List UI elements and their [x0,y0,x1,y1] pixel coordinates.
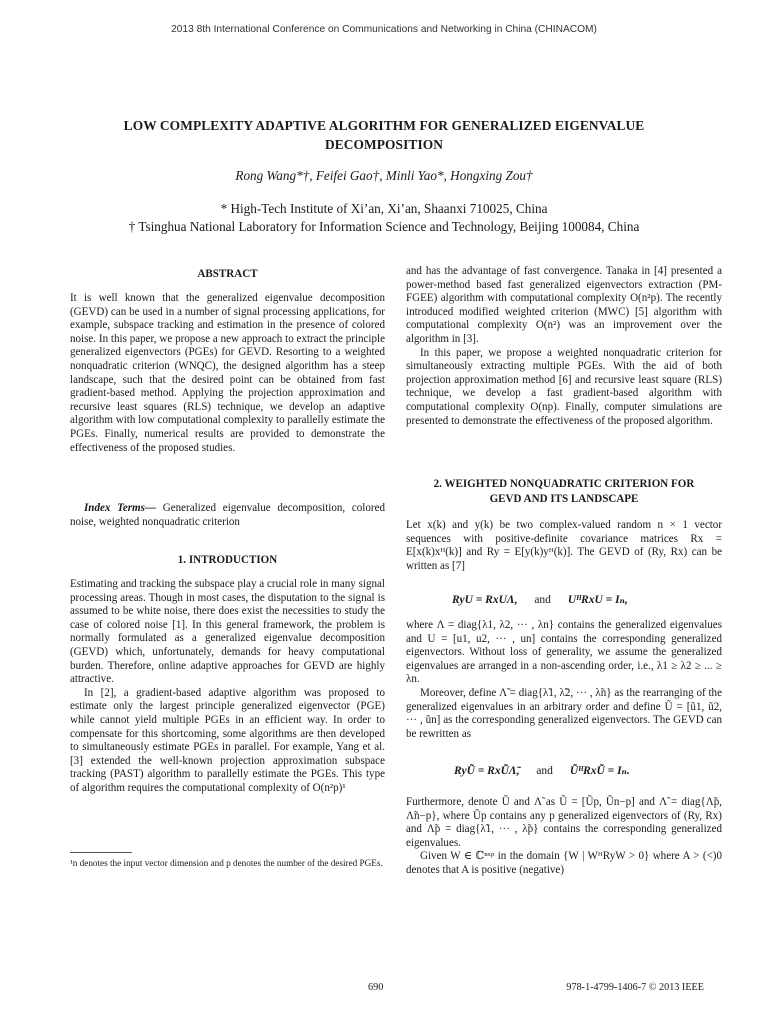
footnote: ¹n denotes the input vector dimension and p denotes the number of the desired PGEs. [70,858,383,868]
page-number: 690 [368,982,384,993]
right-paragraph-5: Moreover, define Λ̃ = diag{λ̃1, λ̃2, ··· , λ̃n} as the rearranging of the generalized eigenvalues in an arbitrary order and define Ũ = [ũ1, ũ2, ··· , ũn] as the corresponding generalized eigenvectors. The GEVD can be rewritten as [406,686,722,740]
equation-1-right: UᴴRxU = Iₙ, [567,594,628,606]
abstract-body [70,292,385,455]
copyright: 978-1-4799-1406-7 © 2013 IEEE [566,982,704,993]
index-terms-label: Index Terms— [84,502,156,514]
right-paragraph-7: Given W ∈ ℂⁿˣᵖ in the domain {W | WᴴRyW > 0} where A > (<)0 denotes that A is positive (negative) [406,850,722,876]
title-line-2: DECOMPOSITION [324,137,444,152]
right-col-top [406,265,722,428]
conference-header: 2013 8th International Conference on Communications and Networking in China (CHINACOM) [171,24,597,35]
intro-body [70,578,385,796]
equation-2-left: RyŨ = RxŨΛ̃, [454,765,520,777]
section-2-heading-line-1: 2. WEIGHTED NONQUADRATIC CRITERION FOR [433,478,695,490]
right-paragraph-6: Furthermore, denote Ũ and Λ̃ as Ũ = [Ũp, Ũn−p] and Λ̃ = diag{Λ̃p, Λ̃n−p}, where Ũp contains any p generalized eigenvectors of (Ry, Rx) and Λ̃p = diag{λ̃1, ··· , λ̃p} contains the corresponding generalized eigenvalues. [406,796,722,849]
right-paragraph-4: where Λ = diag{λ1, λ2, ··· , λn} contains the generalized eigenvalues and U = [u1, u2, ··· , un] contains the corresponding generalized eigenvectors. Without loss of generality, we assume the generalized eigenvalues are arranged in a non-ascending order, i.e., λ1 ≥ λ2 ≥ ... ≥ λn. [406,619,722,686]
intro-heading: 1. INTRODUCTION [177,554,278,566]
abstract-heading: ABSTRACT [197,268,258,280]
index-terms [70,502,385,529]
affiliation-2: † Tsinghua National Laboratory for Information Science and Technology, Beijing 100084, China [128,219,640,234]
intro-paragraph-1: Estimating and tracking the subspace play a crucial role in many signal processing areas. Though in most cases, the disputation to the signal is assumed to be white noise, there does exist the necessities to study the case of colored noise [1]. In this general framework, the problem is normally formulated as a generalized eigenvalue decomposition (GEVD) which, unfortunately, demands for heavy computational burden. Therefore, online adaptive approaches for GEVD are highly attractive. [70,578,385,686]
equation-2-and: and [536,765,553,777]
right-paragraph-1: and has the advantage of fast convergence. Tanaka in [4] presented a power-method based fast generalized eigenvectors extraction (PM-FGEE) algorithm with computational complexity O(n²p). The recently introduced modified weighted criterion (MWC) [5] algorithm with computational complexity O(n²) was an improvement over the algorithm in [3]. [406,265,722,345]
affiliation-1: * High-Tech Institute of Xi’an, Xi’an, Shaanxi 710025, China [220,201,548,216]
equation-1-and: and [534,594,551,606]
right-paragraph-2: In this paper, we propose a weighted nonquadratic criterion for simultaneously extracting multiple PGEs. With the aid of both projection approximation method [6] and recursive least square (RLS) technique, we develop a fast gradient-based algorithm with computational complexity O(np). Finally, computer simulations are presented to demonstrate the effectiveness of the proposed algorithm. [406,346,722,427]
right-paragraph-3: Let x(k) and y(k) be two complex-valued random n × 1 vector sequences with positive-definite covariance matrices Rx = E[x(k)xᴴ(k)] and Ry = E[y(k)yᴴ(k)]. The GEVD of (Ry, Rx) can be written as [7] [406,519,722,572]
footnote-rule [70,852,132,853]
section-2-heading [406,477,722,506]
index-terms-text: Generalized eigenvalue decomposition, colored noise, weighted nonquadratic criterion [70,502,386,528]
equation-2 [454,763,630,777]
intro-paragraph-2: In [2], a gradient-based adaptive algorithm was proposed to estimate only the largest principle generalized eigenvector (PGE) while cannot yield multiple PGEs in an efficient way. In order to compensate for this shortcoming, some algorithms are then developed to simultaneously estimate PGEs in parallel. For example, Yang et al. [3] extended the well-known projection approximation subspace tracking (PAST) algorithm to parallelly estimate the PGEs. This type of algorithm requires the computational complexity of O(n²p)¹ [70,686,385,794]
section-2-body-a [406,619,722,741]
equation-1-left: RyU = RxUΛ, [452,594,518,606]
title-line-1: LOW COMPLEXITY ADAPTIVE ALGORITHM FOR GENERALIZED EIGENVALUE [123,118,645,133]
abstract-text: It is well known that the generalized eigenvalue decomposition (GEVD) can be used in a number of signal processing applications, for example, subspace tracking and estimation in the presence of colored noise. In this paper, we propose a new approach to extract the principle generalized eigenvectors (PGEs) for GEVD. Resorting to a weighted nonquadratic criterion (WNQC), the designed algorithm has a steep landscape, such that the desired point can be obtained from fast gradient-based method. Applying the projection approximation and recursive least squares (RLS) technique, we develop an adaptive algorithm with low computational complexity to parallelly estimate the PGEs. Finally, numerical results are provided to demonstrate the effectiveness of the proposed studies. [70,292,385,454]
equation-1 [452,592,628,606]
equation-2-right: ŨᴴRxŨ = Iₙ. [569,765,630,777]
authors: Rong Wang*†, Feifei Gao†, Minli Yao*, Hongxing Zou† [235,168,533,183]
section-2-body-b [406,796,722,878]
section-2-heading-line-2: GEVD AND ITS LANDSCAPE [489,492,639,505]
paper-title [80,116,688,154]
section-2-intro [406,519,722,573]
